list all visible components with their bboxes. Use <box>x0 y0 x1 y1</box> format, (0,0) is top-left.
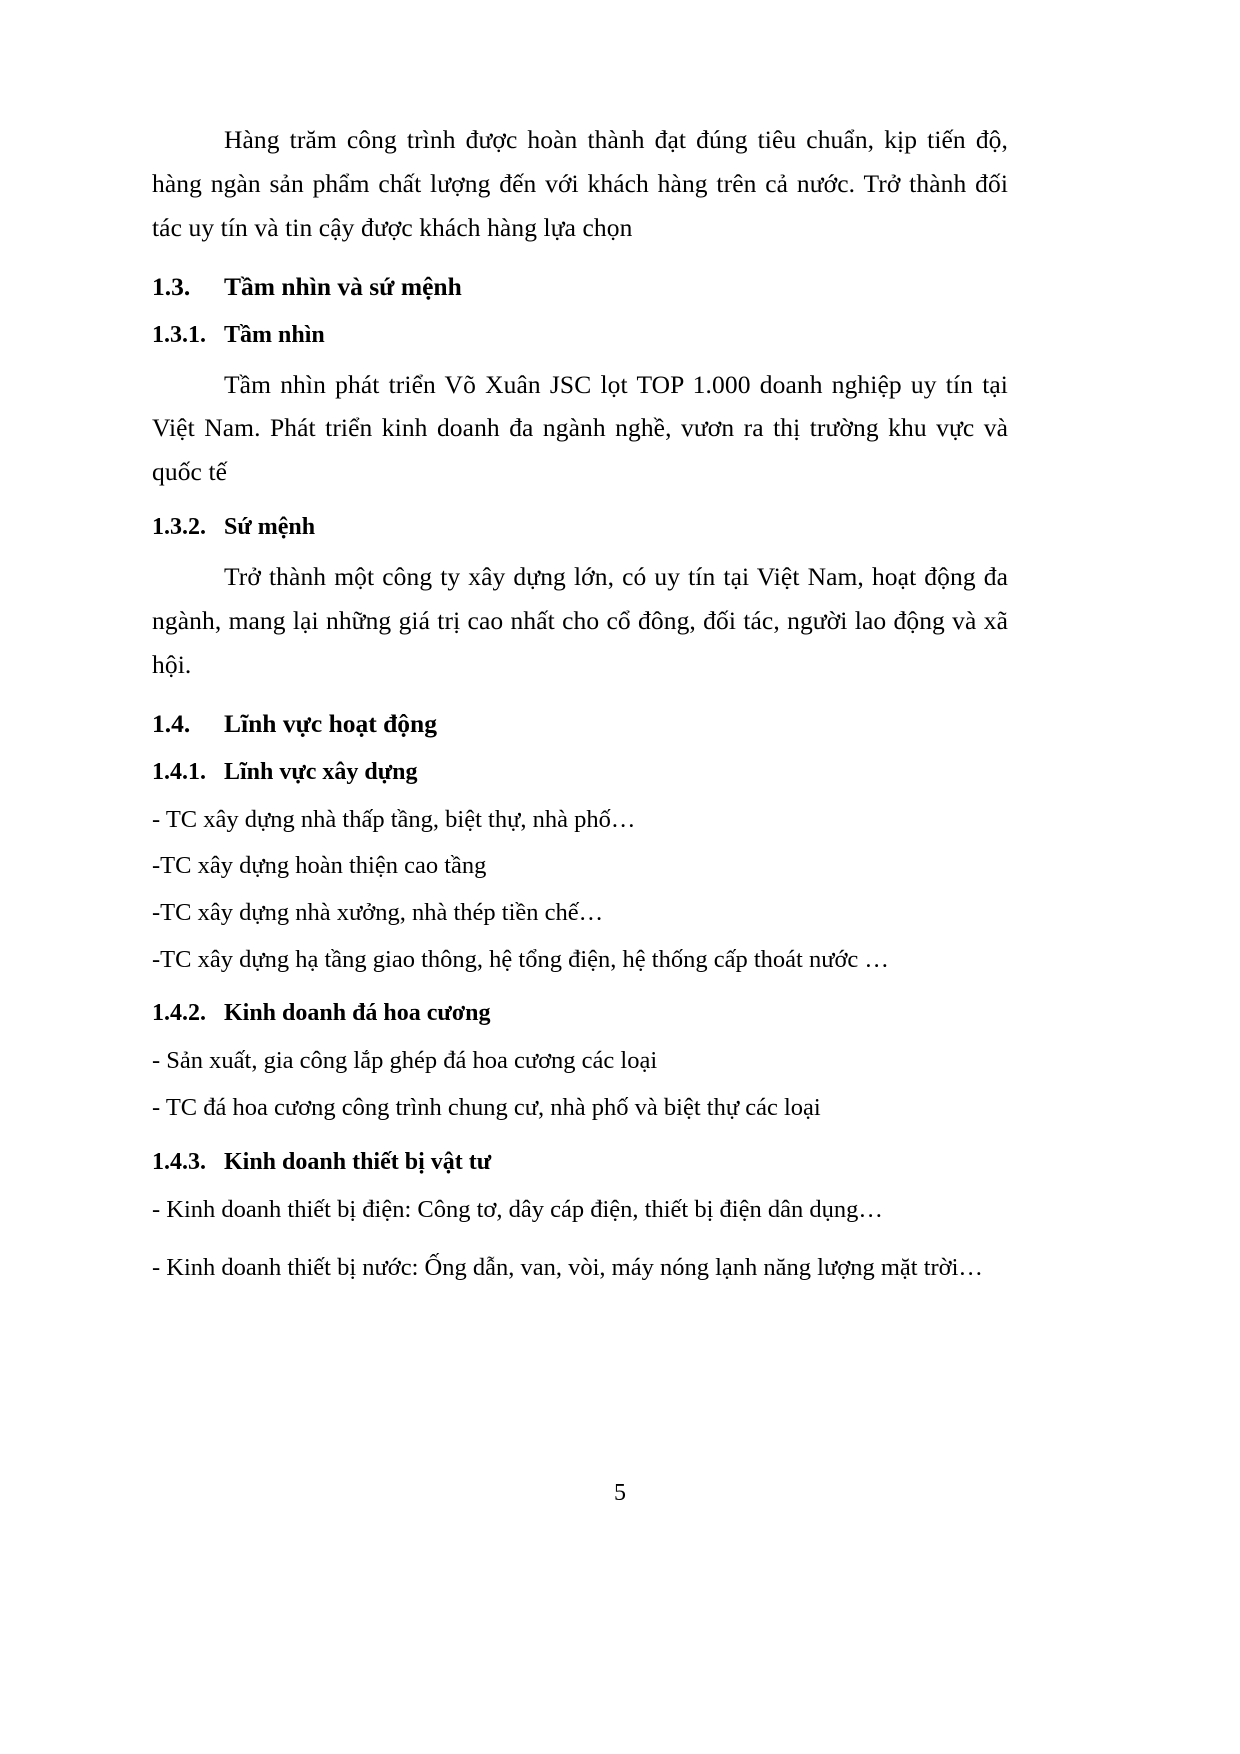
subsection-number-1-4-3: 1.4.3. <box>152 1148 206 1175</box>
list-item: - TC xây dựng nhà thấp tầng, biệt thự, nhà phố… <box>152 805 636 833</box>
list-item: - Sản xuất, gia công lắp ghép đá hoa cương các loại <box>152 1047 658 1075</box>
bullet-list-1-4-3 <box>152 1190 1008 1289</box>
section-number-1-3: 1.3. <box>152 271 191 301</box>
subsection-heading-1-4-3 <box>152 1149 1008 1176</box>
list-item: - Kinh doanh thiết bị nước: Ống dẫn, van, vòi, máy nóng lạnh năng lượng mặt trời… <box>152 1254 983 1282</box>
section-title-1-4: Lĩnh vực hoạt động <box>224 708 437 738</box>
subsection-heading-1-3-1 <box>152 322 1008 349</box>
subsection-title-1-3-1: Tầm nhìn <box>224 321 325 348</box>
page-number: 5 <box>614 1480 626 1506</box>
subsection-heading-1-3-2 <box>152 514 1008 541</box>
subsection-number-1-4-1: 1.4.1. <box>152 758 206 785</box>
list-item: - Kinh doanh thiết bị điện: Công tơ, dây cáp điện, thiết bị điện dân dụng… <box>152 1195 883 1223</box>
paragraph-1-3-1: Tầm nhìn phát triển Võ Xuân JSC lọt TOP 1.000 doanh nghiệp uy tín tại Việt Nam. Phát triển kinh doanh đa ngành nghề, vươn ra thị trường khu vực và quốc tế <box>152 369 1008 487</box>
list-item: - TC đá hoa cương công trình chung cư, nhà phố và biệt thự các loại <box>152 1094 821 1122</box>
subsection-title-1-3-2: Sứ mệnh <box>224 514 316 541</box>
subsection-number-1-3-1: 1.3.1. <box>152 321 206 348</box>
section-title-1-3: Tầm nhìn và sứ mệnh <box>224 271 462 301</box>
list-item: -TC xây dựng hạ tầng giao thông, hệ tổng điện, hệ thống cấp thoát nước … <box>152 945 889 973</box>
section-number-1-4: 1.4. <box>152 708 191 738</box>
paragraph-1-3-2: Trở thành một công ty xây dựng lớn, có uy tín tại Việt Nam, hoạt động đa ngành, mang lại những giá trị cao nhất cho cổ đông, đối tác, người lao động và xã hội. <box>152 562 1008 679</box>
subsection-heading-1-4-1 <box>152 759 1008 786</box>
subsection-heading-1-4-2 <box>152 1000 1008 1027</box>
subsection-number-1-4-2: 1.4.2. <box>152 1000 206 1027</box>
section-heading-1-4 <box>152 709 1008 739</box>
section-heading-1-3 <box>152 272 1008 302</box>
subsection-title-1-4-2: Kinh doanh đá hoa cương <box>224 1000 491 1027</box>
list-item: -TC xây dựng nhà xưởng, nhà thép tiền chế… <box>152 899 604 927</box>
subsection-title-1-4-3: Kinh doanh thiết bị vật tư <box>224 1148 492 1175</box>
bullet-list-1-4-2 <box>152 1041 1008 1128</box>
list-item: -TC xây dựng hoàn thiện cao tầng <box>152 852 487 880</box>
bullet-list-1-4-1 <box>152 800 1008 981</box>
subsection-title-1-4-1: Lĩnh vực xây dựng <box>224 758 418 785</box>
intro-paragraph: Hàng trăm công trình được hoàn thành đạt đúng tiêu chuẩn, kịp tiến độ, hàng ngàn sản phẩm chất lượng đến với khách hàng trên cả nước. Trở thành đối tác uy tín và tin cậy được khách hàng lựa chọn <box>152 125 1008 242</box>
subsection-number-1-3-2: 1.3.2. <box>152 514 206 541</box>
page-content <box>152 118 1008 1307</box>
